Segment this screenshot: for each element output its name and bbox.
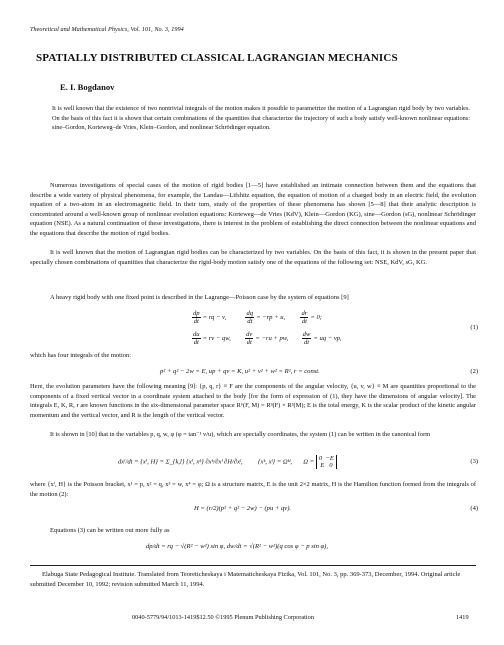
structure-matrix: 0 −E E 0: [316, 455, 337, 469]
parameters-paragraph: Here, the evolution parameters have the following meaning [9]: {p, q, r} ≡ F are the components of the angular velocity, {u, v, w} ≡ M are quantities proportional to the components of a fixed vertical vector in a coordinate system attached to the body [for the form of expression of (1), they have the dimensions of angular velocity]. The integrals E, K, R, r are known functions in the six-dimensional parameter space R⁶(F, M) = R³(F) × R³(M); E is the total energy, K is the scalar product of the kinetic angular momentum and the vertical vector, and R is the length of the vertical vector.: [30, 383, 476, 419]
intro-paragraph: Numerous investigations of special cases of the motion of rigid bodies [1—5] have established an intimate connection between them and the equations that describe a wide variety of physical phenomena, for example, the Landau—Lifshitz equation, the equation of motion of a charged body in an electric field, the evolution equation of a two-atom in an electromagnetic field. In their turn, study of the properties of these phenomena has shown [5—8] that their analytic description is concentrated around a well-known group of nonlinear evolution equations: Korteweg—de Vries (KdV), Klein—Gordon (KG), sine—Gordon (sG), nonlinear Schrödinger equation (NSE). As a natural continuation of these investigations, there is interest in the problem of establishing the direct connection between the nonlinear equations and the equations that describe the motion of rigid bodies.: [30, 182, 476, 237]
equation-1-row2: $\frac{du}{dt}$ = rv − qw, $\frac{dv}{dt}$ = −ru + pw, $\frac{dw}{dt}$ = uq − vp,: [193, 331, 342, 346]
equation-3: dxⁱ/dt = {xⁱ, H} = Σ_{k,l} {xⁱ, xᵏ} ∂xᵏ/∂xˡ ∂H/∂xˡ, {xᵏ, xˡ} = Ωᵏˡ, Ω = 0 −E E 0: [118, 455, 337, 469]
integrals-intro: which has four integrals of the motion:: [30, 352, 132, 359]
poisson-paragraph: where {xⁱ, H} is the Poisson bracket, x¹ = p, x² = q, x³ = w, x⁴ = φ; Ω is a structure matrix, E is the unit 2×2 matrix, H is the Hamilton function formed from the integrals of the motion (2):: [30, 481, 476, 498]
equation-1-number: (1): [470, 324, 478, 331]
canonical-form-paragraph: It is shown in [10] that in the variables p, q, w, φ (φ = tan⁻¹ v/u), which are specially coordinates, the system (1) can be written in the canonical form: [50, 431, 431, 438]
affiliation-footnote: Elabuga State Pedagogical Institute. Translated from Teoreticheskaya i Matematicheskaya Fizika, Vol. 101, No. 3, pp. 369-373, December, 1994. Original article submitted December 10, 1992; revision submitted March 11, 1994.: [30, 571, 461, 588]
second-paragraph: It is well known that the motion of Lagrangian rigid bodies can be characterized by two variables. On the basis of this fact, it is shown in the present paper that specially chosen combinations of quantities that characterize the rigid-body motion satisfy one of the equations of the following set: NSE, KdV, sG, KG.: [30, 249, 476, 266]
equation-5: dp/dt = rq − √(R² − w²) sin φ, dw/dt = √(R² − w²)(q cos φ − p sin φ),: [146, 543, 329, 550]
page-number: 1419: [456, 614, 469, 621]
equation-2: p² + q² − 2w = E, up + qv = K, u² + v² + w² = R², r = const.: [160, 368, 320, 375]
equation-3-number: (3): [470, 458, 478, 465]
fuller-form-intro: Equations (3) can be written out more fully as: [50, 527, 170, 534]
equation-4: H = (r/2)(p² + q² − 2w) − (pu + qv).: [194, 505, 292, 512]
abstract: It is well known that the existence of two nontrivial integrals of the motion makes it possible to parametrize the motion of a Lagrangian rigid body by two variables. On the basis of this fact it is shown that certain combinations of the quantities that characterize the trajectory of such a body satisfy well-known nonlinear equations: sine–Gordon, Korteweg–de Vries, Klein–Gordon, and nonlinear Schrödinger equation.: [52, 105, 470, 132]
paper-title: SPATIALLY DISTRIBUTED CLASSICAL LAGRANGIAN MECHANICS: [36, 52, 398, 64]
author-name: E. I. Bogdanov: [60, 82, 115, 92]
journal-header: Theoretical and Mathematical Physics, Vol. 101, No. 3, 1994: [30, 26, 184, 33]
footnote-rule: [30, 565, 476, 566]
equation-2-number: (2): [470, 368, 478, 375]
equation-1-row1: $\frac{dp}{dt}$ = rq − v, $\frac{dq}{dt}$ = −rp + u, $\frac{dr}{dt}$ = 0;: [193, 310, 322, 325]
third-paragraph: A heavy rigid body with one fixed point is described in the Lagrange—Poisson case by the system of equations [9]: [50, 294, 349, 301]
equation-4-number: (4): [470, 505, 478, 512]
copyright-line: 0040-5779/94/1013-1419$12.50 ©1995 Plenum Publishing Corporation: [132, 614, 314, 621]
